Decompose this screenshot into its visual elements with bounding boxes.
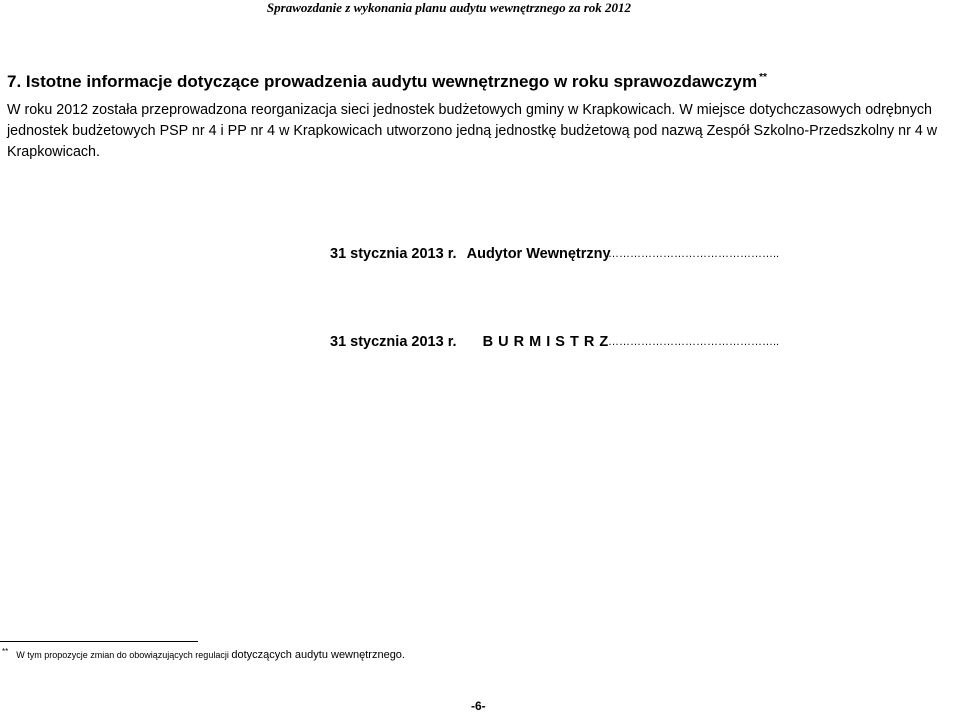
footnote-marker: ** <box>2 646 9 656</box>
footnote-text: W tym propozycje zmian do obowiązujących regulacji <box>16 650 232 660</box>
signature-date: 31 stycznia 2013 r. <box>330 246 457 262</box>
footnote-reference-marker: ** <box>759 72 767 84</box>
signature-line: ……………………………………….. <box>608 248 780 260</box>
footnote-divider <box>0 641 198 642</box>
signature-role: Audytor Wewnętrzny <box>466 246 611 262</box>
footnote <box>2 648 405 663</box>
running-header: Sprawozdanie z wykonania planu audytu wewnętrznego za rok 2012 <box>266 0 631 15</box>
body-paragraph: W roku 2012 została przeprowadzona reorganizacja sieci jednostek budżetowych gminy w Krapkowicach. W miejsce dotychczasowych odrębnych jednostek budżetowych PSP nr 4 i PP nr 4 w Krapkowicach utworzono jedną jednostkę budżetową pod nazwą Zespół Szkolno-Przedszkolny nr 4 w Krapkowicach. <box>7 102 938 160</box>
signature-date: 31 stycznia 2013 r. <box>330 334 457 350</box>
footnote-text-continued: dotyczących audytu wewnętrznego. <box>231 649 405 661</box>
signature-role: B U R M I S T R Z <box>482 334 609 350</box>
page-number: -6- <box>471 699 486 713</box>
section-heading <box>7 72 767 92</box>
signature-row-mayor <box>330 333 780 351</box>
signature-row-auditor <box>330 245 780 263</box>
section-heading-text: 7. Istotne informacje dotyczące prowadzenia audytu wewnętrznego w roku sprawozdawczym <box>7 72 758 91</box>
signature-line: ……………………………………….. <box>608 336 780 348</box>
